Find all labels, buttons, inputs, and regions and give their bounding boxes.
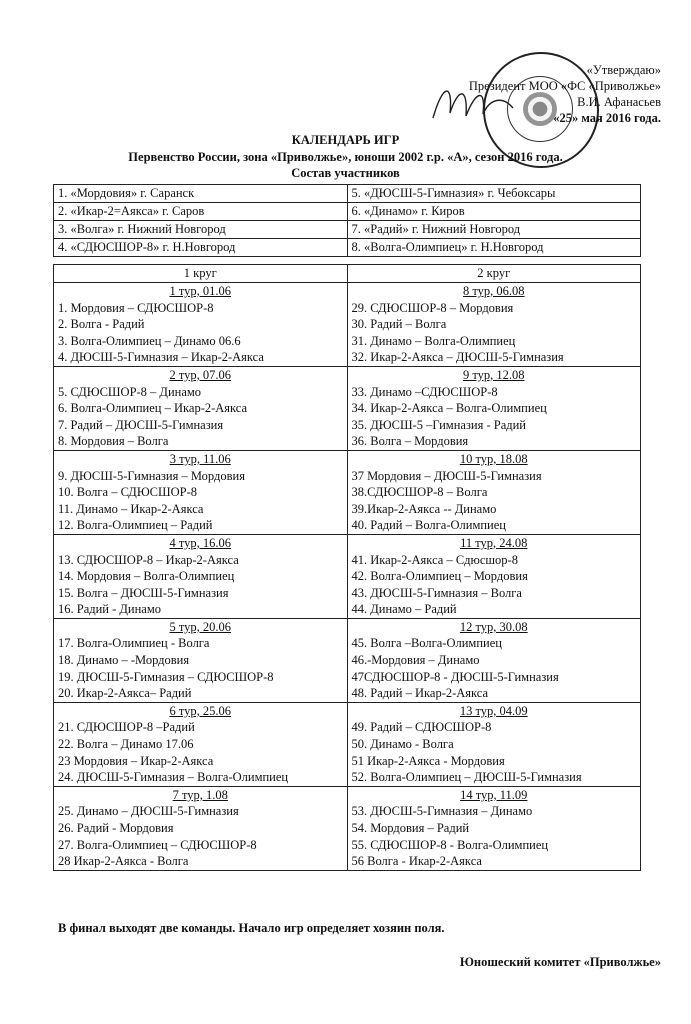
tour-row [54,450,641,534]
match-item: 52. Волга-Олимпиец – ДЮСШ-5-Гимназия [351,770,582,785]
tour-title: 4 тур, 16.06 [169,535,232,550]
match-item: 21. СДЮСШОР-8 –Радий [58,720,195,735]
match-item: 15. Волга – ДЮСШ-5-Гимназия [58,585,229,600]
match-item: 18. Динамо – -Мордовия [58,653,190,668]
team-cell: 5. «ДЮСШ-5-Гимназия» г. Чебоксары [347,185,641,203]
approval-line-1: «Утверждаю» [586,63,661,77]
team-row [54,185,641,203]
team-cell: 1. «Мордовия» г. Саранск [54,185,348,203]
match-item: 31. Динамо – Волга-Олимпиец [351,333,516,348]
tour-cell [54,702,348,786]
match-item: 35. ДЮСШ-5 –Гимназия - Радий [351,417,526,432]
match-item: 16. Радий - Динамо [58,602,162,617]
tour-title: 2 тур, 07.06 [169,367,232,382]
team-cell: 7. «Радий» г. Нижний Новгород [347,221,641,239]
participants-heading: Состав участников [291,166,400,180]
match-item: 54. Мордовия – Радий [351,821,470,835]
tour-title: 8 тур, 06.08 [462,284,525,298]
tour-title: 14 тур, 11.09 [460,787,528,802]
match-item: 51 Икар-2-Аякса - Мордовия [351,753,505,768]
tour-cell [54,534,348,618]
match-item: 42. Волга-Олимпиец – Мордовия [351,569,528,584]
match-item: 5. СДЮСШОР-8 – Динамо [58,384,202,399]
match-item: 50. Динамо - Волга [351,737,454,752]
tour-cell [54,283,348,367]
tour-title: 5 тур, 20.06 [169,619,232,634]
match-item: 1. Мордовия – СДЮСШОР-8 [58,300,214,315]
tour-row [54,534,641,618]
match-item: 56 Волга - Икар-2-Аякса [351,854,482,869]
match-item: 17. Волга-Олимпиец - Волга [58,636,210,651]
tour-title: 11 тур, 24.08 [460,535,528,550]
match-item: 40. Радий – Волга-Олимпиец [351,518,506,533]
match-item: 10. Волга – СДЮСШОР-8 [58,485,198,500]
tour-title: 6 тур, 25.06 [169,703,232,718]
match-item: 23 Мордовия – Икар-2-Аякса [58,753,214,768]
match-item: 38.СДЮСШОР-8 – Волга [351,485,488,500]
match-item: 9. ДЮСШ-5-Гимназия – Мордовия [58,468,245,483]
approval-line-4: «25» мая 2016 года. [553,111,661,125]
match-item: 33. Динамо –СДЮСШОР-8 [351,384,498,399]
match-item: 24. ДЮСШ-5-Гимназия – Волга-Олимпиец [58,770,289,785]
match-item: 11. Динамо – Икар-2-Аякса [58,501,204,516]
tour-cell [347,283,641,367]
match-item: 30. Радий – Волга [351,317,447,332]
match-item: 25. Динамо – ДЮСШ-5-Гимназия [58,804,239,819]
approval-block [469,62,661,126]
match-item: 7. Радий – ДЮСШ-5-Гимназия [58,417,224,432]
tour-cell [54,618,348,702]
tour-row [54,366,641,450]
match-item: 46.-Мордовия – Динамо [351,653,480,668]
footer-note: В финал выходят две команды. Начало игр определяет хозяин поля. [58,921,445,935]
match-item: 37 Мордовия – ДЮСШ-5-Гимназия [351,468,542,483]
round-header-1: 1 круг [54,265,348,283]
match-item: 43. ДЮСШ-5-Гимназия – Волга [351,585,522,600]
team-cell: 2. «Икар-2=Аякса» г. Саров [54,203,348,221]
tour-row [54,283,641,367]
tour-cell [54,366,348,450]
match-item: 19. ДЮСШ-5-Гимназия – СДЮСШОР-8 [58,669,274,684]
team-cell: 8. «Волга-Олимпиец» г. Н.Новгород [347,239,641,257]
tour-cell [347,534,641,618]
match-item: 41. Икар-2-Аякса – Сдюсшор-8 [351,552,518,567]
tour-cell [347,618,641,702]
schedule-table [53,264,641,871]
team-cell: 3. «Волга» г. Нижний Новгород [54,221,348,239]
match-item: 55. СДЮСШОР-8 - Волга-Олимпиец [351,837,549,852]
tour-cell [54,450,348,534]
tour-title: 12 тур, 30.08 [459,619,528,634]
teams-table [53,184,641,257]
match-item: 45. Волга –Волга-Олимпиец [351,636,502,651]
tour-cell [54,786,348,870]
approval-line-3: В.И. Афанасьев [577,95,661,109]
page-title: КАЛЕНДАРЬ ИГР [291,133,400,147]
tour-row [54,786,641,870]
match-item: 44. Динамо – Радий [351,602,457,617]
team-cell: 4. «СДЮСШОР-8» г. Н.Новгород [54,239,348,257]
match-item: 3. Волга-Олимпиец – Динамо 06.6 [58,333,241,348]
match-item: 20. Икар-2-Аякса– Радий [58,686,192,701]
match-item: 36. Волга – Мордовия [351,434,469,449]
tour-title: 1 тур, 01.06 [169,284,232,298]
tour-row [54,702,641,786]
match-item: 29. СДЮСШОР-8 – Мордовия [351,300,514,315]
match-item: 48. Радий – Икар-2-Аякса [351,686,489,701]
match-item: 49. Радий – СДЮСШОР-8 [351,720,492,735]
tour-title: 3 тур, 11.06 [169,451,231,466]
match-item: 2. Волга - Радий [58,317,145,332]
match-item: 47СДЮСШОР-8 - ДЮСШ-5-Гимназия [351,669,559,684]
match-item: 26. Радий - Мордовия [58,821,174,835]
tour-title: 13 тур, 04.09 [459,703,528,718]
round-header-row [54,265,641,283]
match-item: 4. ДЮСШ-5-Гимназия – Икар-2-Аякса [58,350,264,365]
approval-line-2: Президент МОО «ФС «Приволжье» [468,79,661,93]
match-item: 53. ДЮСШ-5-Гимназия – Динамо [351,804,533,819]
match-item: 32. Икар-2-Аякса – ДЮСШ-5-Гимназия [351,350,564,365]
match-item: 13. СДЮСШОР-8 – Икар-2-Аякса [58,552,239,567]
tour-cell [347,786,641,870]
tour-cell [347,702,641,786]
tour-cell [347,450,641,534]
team-row [54,221,641,239]
match-item: 22. Волга – Динамо 17.06 [58,737,194,752]
match-item: 28 Икар-2-Аякса - Волга [58,854,189,869]
team-row [54,239,641,257]
match-item: 12. Волга-Олимпиец – Радий [58,518,213,533]
tour-title: 9 тур, 12.08 [462,367,525,382]
match-item: 6. Волга-Олимпиец – Икар-2-Аякса [58,401,248,416]
tour-cell [347,366,641,450]
tour-title: 10 тур, 18.08 [459,451,528,466]
round-header-2: 2 круг [347,265,641,283]
tour-title: 7 тур, 1.08 [172,787,228,802]
match-item: 14. Мордовия – Волга-Олимпиец [58,569,235,584]
match-item: 39.Икар-2-Аякса -- Динамо [351,501,497,516]
match-item: 8. Мордовия – Волга [58,434,169,449]
committee-signature: Юношеский комитет «Приволжье» [459,955,661,969]
page-subtitle: Первенство России, зона «Приволжье», юноши 2002 г.р. «А», сезон 2016 года. [128,150,563,164]
team-row [54,203,641,221]
match-item: 34. Икар-2-Аякса – Волга-Олимпиец [351,401,547,416]
match-item: 27. Волга-Олимпиец – СДЮСШОР-8 [58,837,257,852]
team-cell: 6. «Динамо» г. Киров [347,203,641,221]
tour-row [54,618,641,702]
